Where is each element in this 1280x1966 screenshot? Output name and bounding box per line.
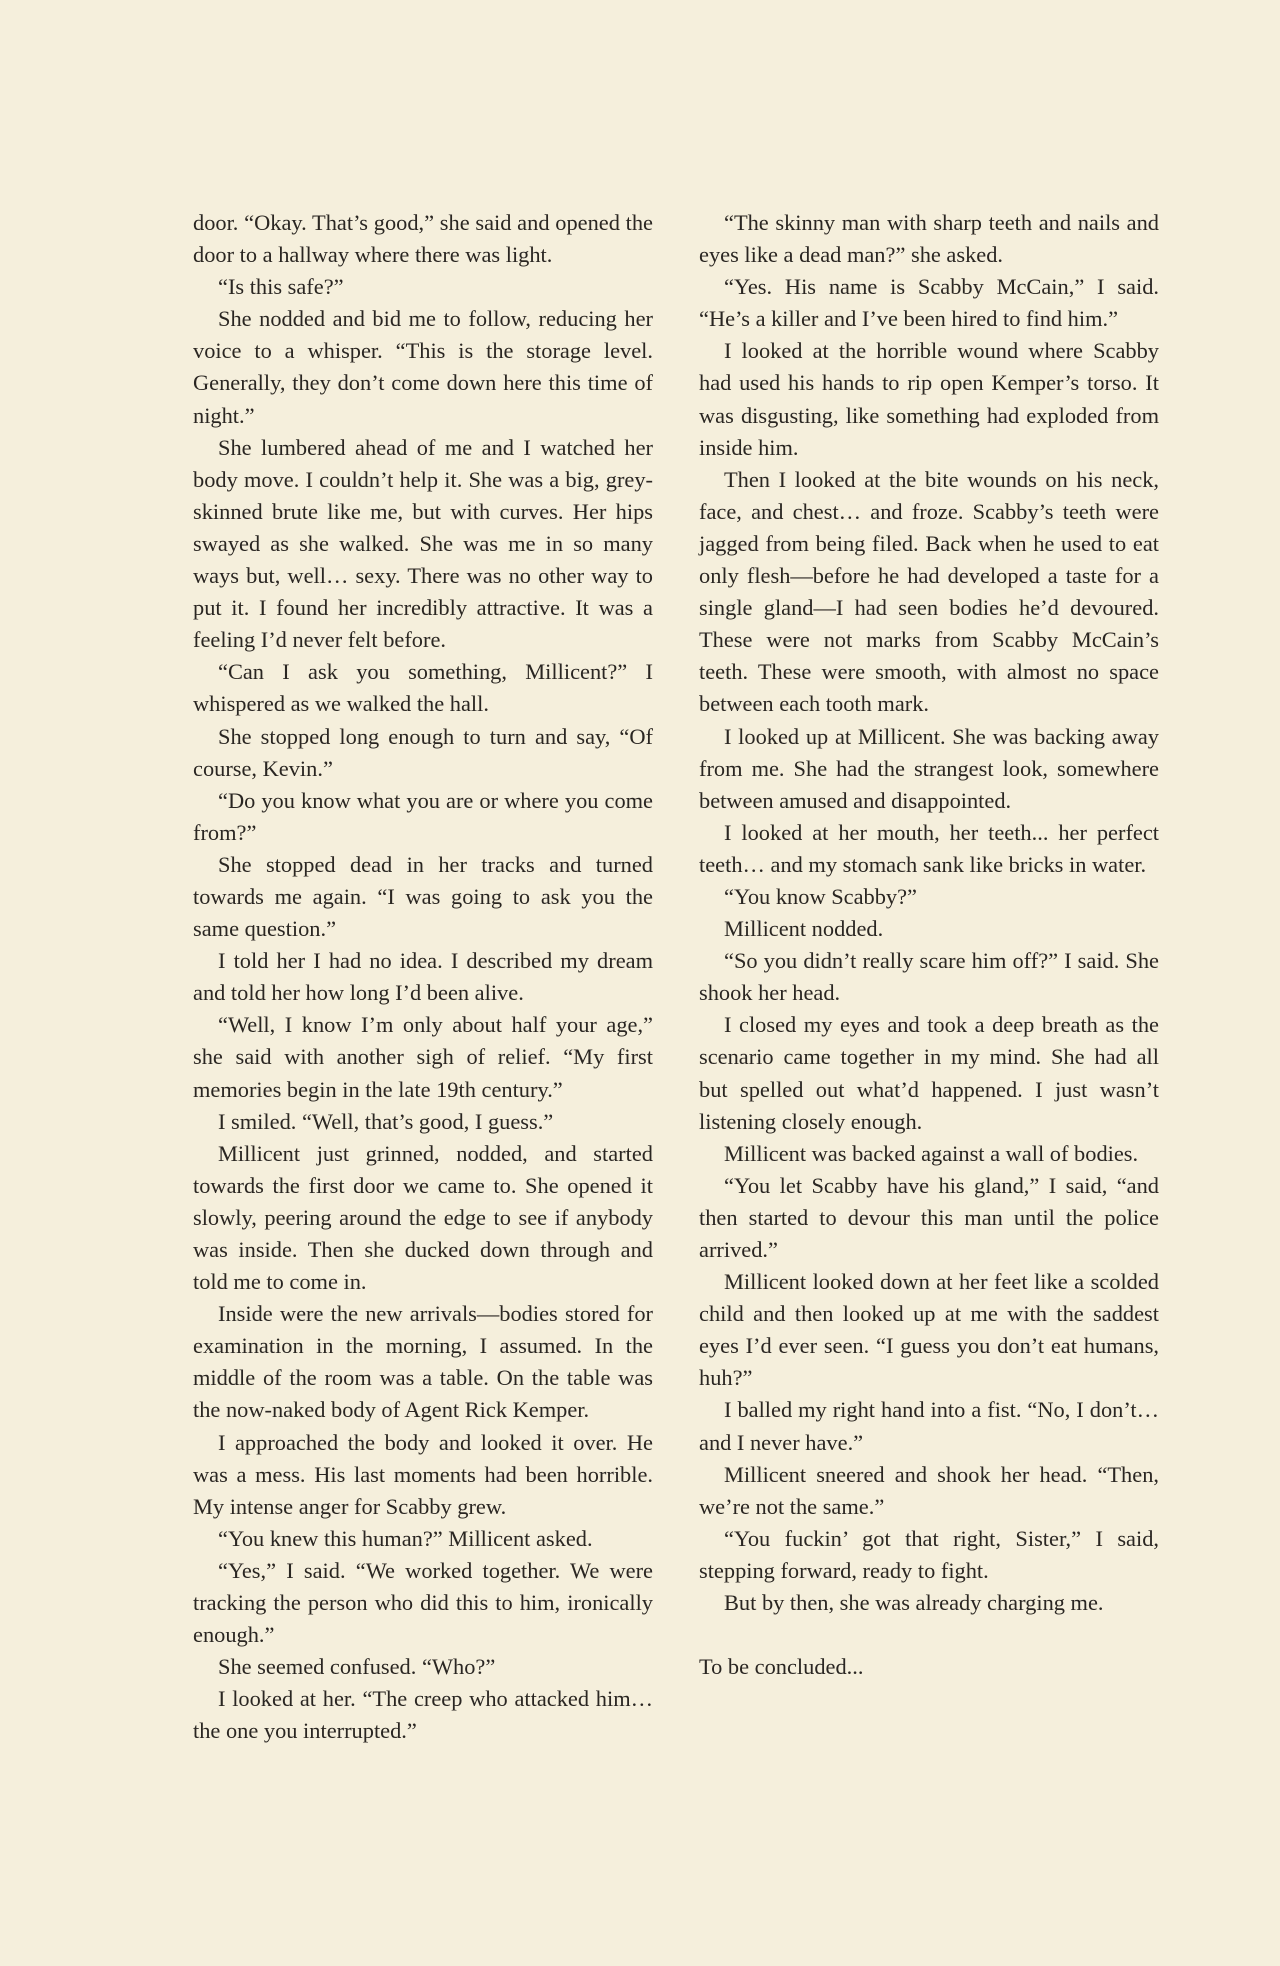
- paragraph: “You know Scabby?”: [724, 883, 917, 909]
- paragraph: Inside were the new arrivals—bodies stored for examination in the morning, I assumed. In the middle of the room was a table. On the table was the now-naked body of Agent Rick Kemper.: [193, 1301, 653, 1423]
- paragraph: “Yes,” I said. “We worked together. We were tracking the person who did this to him, ironically enough.”: [193, 1557, 653, 1648]
- paragraph: Millicent looked down at her feet like a scolded child and then looked up at me with the saddest eyes I’d ever seen. “I guess you don’t eat humans, huh?”: [699, 1269, 1159, 1391]
- paragraph: She stopped dead in her tracks and turned towards me again. “I was going to ask you the same question.”: [193, 851, 653, 942]
- paragraph: I approached the body and looked it over. He was a mess. His last moments had been horrible. My intense anger for Scabby grew.: [193, 1429, 653, 1519]
- paragraph: “Yes. His name is Scabby McCain,” I said. “He’s a killer and I’ve been hired to find him.”: [699, 274, 1159, 332]
- paragraph: “Do you know what you are or where you come from?”: [193, 787, 653, 845]
- paragraph: I looked at the horrible wound where Scabby had used his hands to rip open Kemper’s torso. It was disgusting, like something had exploded from inside him.: [699, 338, 1159, 460]
- paragraph: “You fuckin’ got that right, Sister,” I said, stepping forward, ready to fight.: [699, 1525, 1159, 1583]
- paragraph: I balled my right hand into a fist. “No, I don’t… and I never have.”: [699, 1397, 1159, 1455]
- paragraph: I looked at her. “The creep who attacked him… the one you interrupted.”: [193, 1686, 653, 1744]
- paragraph: But by then, she was already charging me.: [724, 1590, 1104, 1616]
- paragraph: She nodded and bid me to follow, reducing her voice to a whisper. “This is the storage level. Generally, they don’t come down here this time of night.”: [193, 306, 653, 428]
- paragraph: “You knew this human?” Millicent asked.: [218, 1525, 593, 1551]
- paragraph: She lumbered ahead of me and I watched her body move. I couldn’t help it. She was a big, grey-skinned brute like me, but with curves. Her hips swayed as she walked. She was me in so many ways but, well… sexy. There was no other way to put it. I found her incredibly attractive. It was a feeling I’d never felt before.: [193, 434, 653, 653]
- closing-line: To be concluded...: [699, 1654, 864, 1680]
- paragraph: “Well, I know I’m only about half your age,” she said with another sigh of relief. “My first memories begin in the late 19th century.”: [193, 1012, 653, 1102]
- paragraph: I closed my eyes and took a deep breath as the scenario came together in my mind. She had all but spelled out what’d happened. I just wasn’t listening closely enough.: [699, 1012, 1159, 1134]
- paragraph: “Can I ask you something, Millicent?” I whispered as we walked the hall.: [193, 659, 653, 717]
- paragraph: She stopped long enough to turn and say, “Of course, Kevin.”: [193, 723, 653, 781]
- paragraph: Millicent just grinned, nodded, and started towards the first door we came to. She opened it slowly, peering around the edge to see if anybody was inside. Then she ducked down through and told me to come in.: [193, 1140, 653, 1295]
- paragraph: Millicent was backed against a wall of bodies.: [724, 1140, 1139, 1166]
- paragraph: I looked up at Millicent. She was backing away from me. She had the strangest look, somewhere between amused and disappointed.: [699, 723, 1159, 813]
- right-text-column: [699, 207, 1159, 1683]
- paragraph: “You let Scabby have his gland,” I said, “and then started to devour this man until the police arrived.”: [699, 1172, 1159, 1262]
- paragraph: “Is this safe?”: [218, 274, 344, 300]
- left-text-column: [193, 207, 653, 1748]
- paragraph: I smiled. “Well, that’s good, I guess.”: [218, 1108, 554, 1134]
- paragraph: She seemed confused. “Who?”: [218, 1654, 496, 1680]
- paragraph: “So you didn’t really scare him off?” I said. She shook her head.: [699, 948, 1159, 1006]
- paragraph: I told her I had no idea. I described my dream and told her how long I’d been alive.: [193, 948, 653, 1006]
- paragraph: Millicent nodded.: [724, 916, 884, 942]
- paragraph: “The skinny man with sharp teeth and nails and eyes like a dead man?” she asked.: [699, 210, 1159, 268]
- paragraph: I looked at her mouth, her teeth... her perfect teeth… and my stomach sank like bricks in water.: [699, 819, 1159, 877]
- paragraph: Then I looked at the bite wounds on his neck, face, and chest… and froze. Scabby’s teeth were jagged from being filed. Back when he used to eat only flesh—before he had developed a taste for a single gland—I had seen bodies he’d devoured. These were not marks from Scabby McCain’s teeth. These were smooth, with almost no space between each tooth mark.: [699, 466, 1159, 717]
- paragraph: Millicent sneered and shook her head. “Then, we’re not the same.”: [699, 1461, 1159, 1519]
- paragraph: door. “Okay. That’s good,” she said and opened the door to a hallway where there was light.: [193, 210, 653, 268]
